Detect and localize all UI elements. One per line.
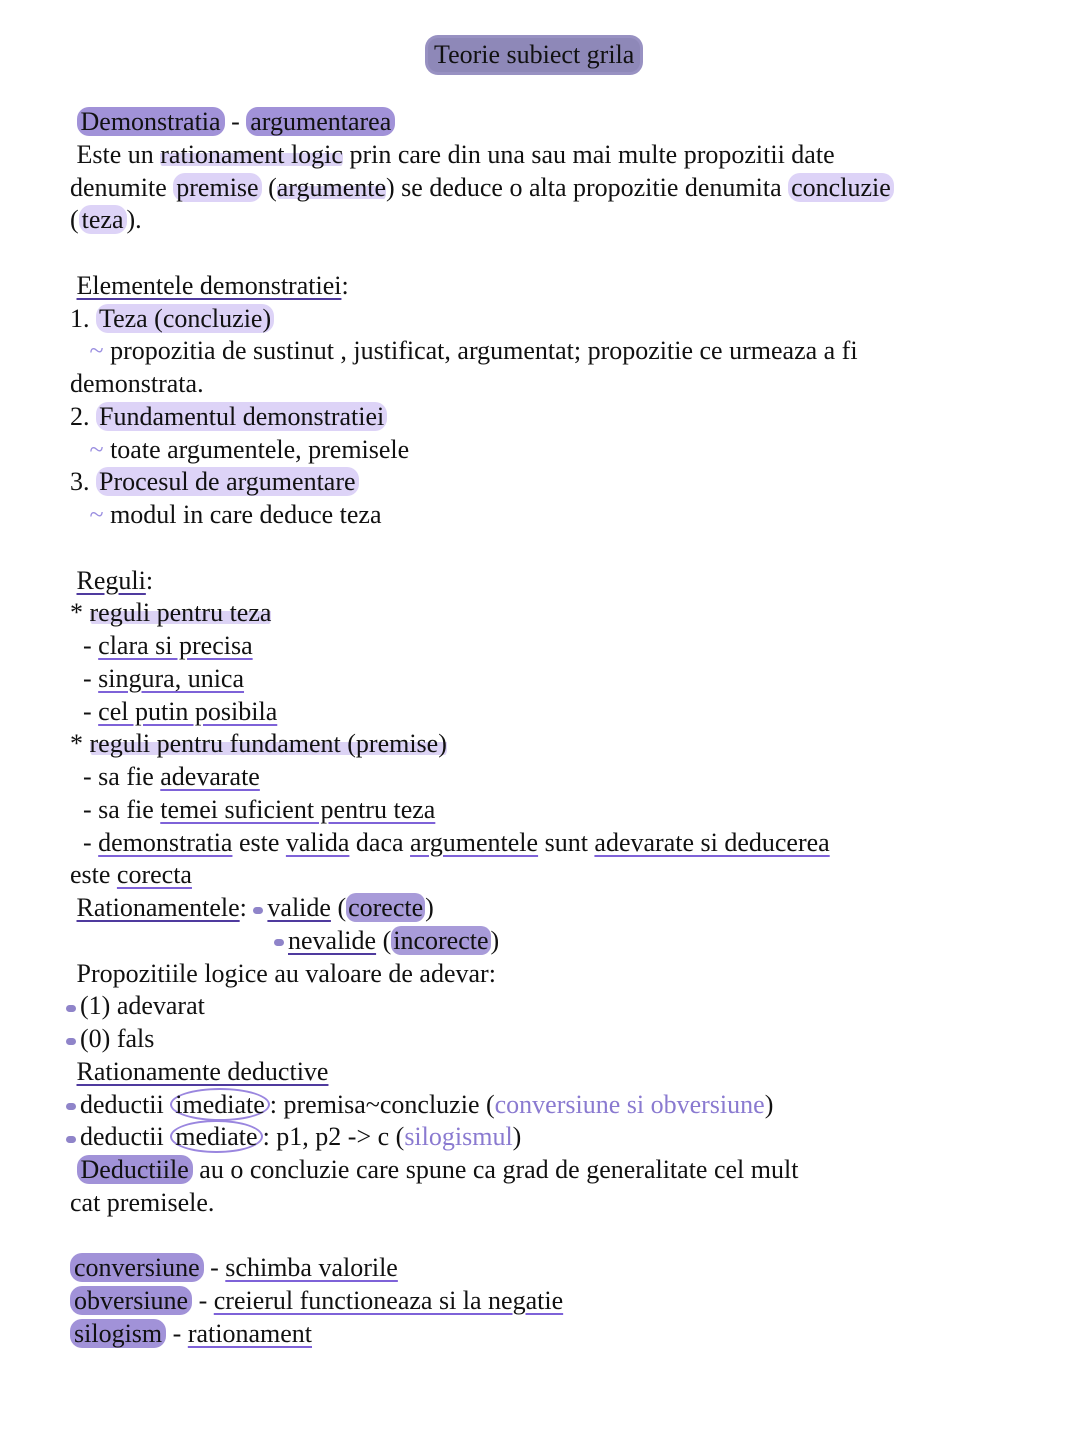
text: au o concluzie care spune ca grad de generalitate cel mult — [192, 1155, 799, 1184]
highlight: corecte — [348, 893, 424, 922]
rule-item — [70, 696, 1030, 729]
text: sunt — [538, 827, 595, 857]
valid-label: valide — [267, 893, 331, 922]
text: prin care din una sau mai multe propozitii date — [342, 139, 835, 169]
colon: : — [239, 893, 254, 922]
dash: - — [76, 663, 99, 693]
highlight: teza — [79, 205, 127, 234]
text: denumite — [70, 172, 174, 202]
highlight: concluzie — [788, 173, 894, 202]
rule-text: valida — [285, 827, 350, 857]
paren: ) — [425, 893, 434, 922]
highlight: premise — [173, 173, 261, 202]
heading-argumentarea: argumentarea — [246, 107, 395, 136]
rule-text: cel putin posibila — [98, 696, 278, 726]
bullet-icon — [66, 1005, 76, 1012]
highlight: incorecte — [393, 925, 489, 955]
rule-group-label: reguli pentru fundament (premise) — [89, 729, 447, 759]
separator: - — [192, 1286, 214, 1315]
text-line — [70, 172, 1030, 205]
list-item — [66, 1023, 1030, 1056]
text-line — [70, 139, 1030, 172]
rule-item — [70, 630, 1030, 663]
list-item-desc — [70, 434, 1030, 467]
rationamente-line — [70, 892, 1030, 925]
highlight: argumente — [276, 172, 387, 202]
rule-text: corecta — [116, 860, 192, 890]
paren: ( — [330, 893, 347, 922]
glossary-definition: creierul functioneaza si la negatie — [213, 1286, 564, 1315]
heading-rationamentele: Rationamentele — [76, 893, 240, 922]
rule-group — [70, 728, 1030, 761]
bullet-icon — [66, 1136, 76, 1143]
tilde-mark: ~ — [89, 434, 104, 464]
rule-text: clara si precisa — [98, 631, 253, 660]
text: ). — [126, 205, 142, 235]
text: deductii — [80, 1089, 171, 1119]
bullet-icon — [66, 1038, 76, 1045]
glossary-definition: rationament — [187, 1318, 312, 1348]
rule-item — [70, 827, 1030, 860]
separator: - — [166, 1318, 188, 1348]
dash: - — [76, 631, 99, 660]
rule-text: adevarate si deducerea — [594, 827, 830, 857]
list-item — [70, 303, 1030, 336]
rule-text: demonstratia — [98, 827, 233, 857]
text: este — [70, 860, 117, 890]
text: modul in care deduce teza — [103, 500, 382, 529]
text: toate argumentele, premisele — [103, 434, 410, 464]
glossary-term: obversiune — [70, 1286, 192, 1315]
text-line: cat premisele. — [70, 1187, 215, 1217]
tilde-mark: ~ — [89, 336, 104, 366]
rule-text: temei suficient pentru teza — [160, 794, 436, 824]
text: ) se deduce o alta propozitie denumita — [386, 172, 789, 202]
separator: - — [224, 107, 247, 136]
item-name: Fundamentul demonstratiei — [96, 402, 387, 431]
item-name: Procesul de argumentare — [96, 467, 359, 496]
heading-deductive: Rationamente deductive — [76, 1056, 329, 1086]
circled-word: imediate — [170, 1088, 270, 1121]
glossary-item — [70, 1318, 1030, 1351]
text: ) — [764, 1089, 774, 1119]
dash: - — [76, 794, 99, 824]
item-number: 1. — [70, 303, 96, 333]
text: ( — [70, 205, 79, 235]
text: daca — [349, 827, 411, 857]
circled-word: mediate — [170, 1120, 262, 1153]
glossary-item — [70, 1252, 1030, 1285]
text: (0) fals — [80, 1024, 155, 1053]
text: este — [232, 827, 286, 857]
list-item — [66, 990, 1030, 1023]
rule-item — [70, 761, 1030, 794]
text: ) — [512, 1122, 522, 1152]
heading-demonstratia: Demonstratia — [77, 107, 225, 136]
glossary-definition: schimba valorile — [225, 1253, 398, 1283]
paren: ( — [376, 925, 392, 955]
section-heading — [70, 1056, 1030, 1089]
rule-item — [70, 663, 1030, 696]
list-item — [66, 1089, 1030, 1122]
separator: - — [203, 1253, 226, 1283]
glossary-item — [70, 1285, 1030, 1318]
text: deductii — [80, 1122, 171, 1152]
rule-group — [70, 597, 1030, 630]
text-line — [70, 1154, 1030, 1187]
colored-text: conversiune si obversiune — [494, 1089, 765, 1119]
rule-text: adevarate — [160, 762, 260, 791]
text-line — [70, 204, 1030, 237]
list-item — [66, 1121, 1030, 1154]
star: * — [70, 729, 90, 759]
text: : premisa~concluzie ( — [269, 1089, 495, 1119]
bullet-icon — [274, 939, 284, 946]
text: sa fie — [98, 762, 161, 791]
highlight: rationament logic — [160, 139, 343, 169]
item-number: 3. — [70, 467, 96, 497]
list-item — [70, 466, 1030, 499]
highlight: Deductiile — [77, 1155, 193, 1184]
colon: : — [341, 270, 349, 300]
item-name: Teza (concluzie) — [96, 304, 274, 333]
text: ( — [261, 172, 277, 202]
text-line: demonstrata. — [70, 369, 204, 398]
document-body — [70, 106, 1030, 1351]
rationamente-line — [70, 925, 1030, 958]
rule-text: singura, unica — [98, 663, 245, 693]
text: Este un — [70, 139, 161, 169]
glossary-term: silogism — [70, 1319, 166, 1348]
item-number: 2. — [70, 401, 96, 431]
list-item — [70, 401, 1030, 434]
text: (1) adevarat — [80, 991, 205, 1021]
text: sa fie — [98, 794, 161, 824]
section-heading — [70, 270, 1030, 303]
list-item-desc — [70, 499, 1030, 532]
section-heading — [70, 565, 1030, 598]
star: * — [70, 598, 90, 628]
bullet-icon — [253, 907, 263, 914]
dash: - — [76, 827, 99, 857]
heading-elementele: Elementele demonstratiei — [76, 270, 342, 300]
rule-text: argumentele — [410, 827, 539, 857]
section-heading — [70, 106, 1030, 139]
glossary-term: conversiune — [70, 1253, 204, 1282]
text: : p1, p2 -> c ( — [262, 1122, 405, 1152]
list-item-desc — [70, 335, 1030, 368]
colon: : — [145, 565, 154, 595]
heading-reguli: Reguli — [76, 565, 146, 595]
invalid-label: nevalide — [288, 925, 377, 955]
rule-item — [70, 794, 1030, 827]
text: Propozitiile logice au valoare de adevar: — [76, 958, 496, 988]
paren: ) — [490, 925, 500, 955]
page-title: Teorie subiect grila — [428, 38, 640, 72]
dash: - — [76, 762, 99, 791]
rule-group-label: reguli pentru teza — [89, 598, 272, 628]
tilde-mark: ~ — [89, 500, 104, 529]
dash: - — [76, 696, 99, 726]
text-line — [70, 859, 1030, 892]
bullet-icon — [66, 1103, 76, 1110]
text-line — [70, 958, 1030, 991]
colored-text: silogismul — [404, 1122, 513, 1152]
text: propozitia de sustinut , justificat, argumentat; propozitie ce urmeaza a fi — [103, 336, 858, 366]
